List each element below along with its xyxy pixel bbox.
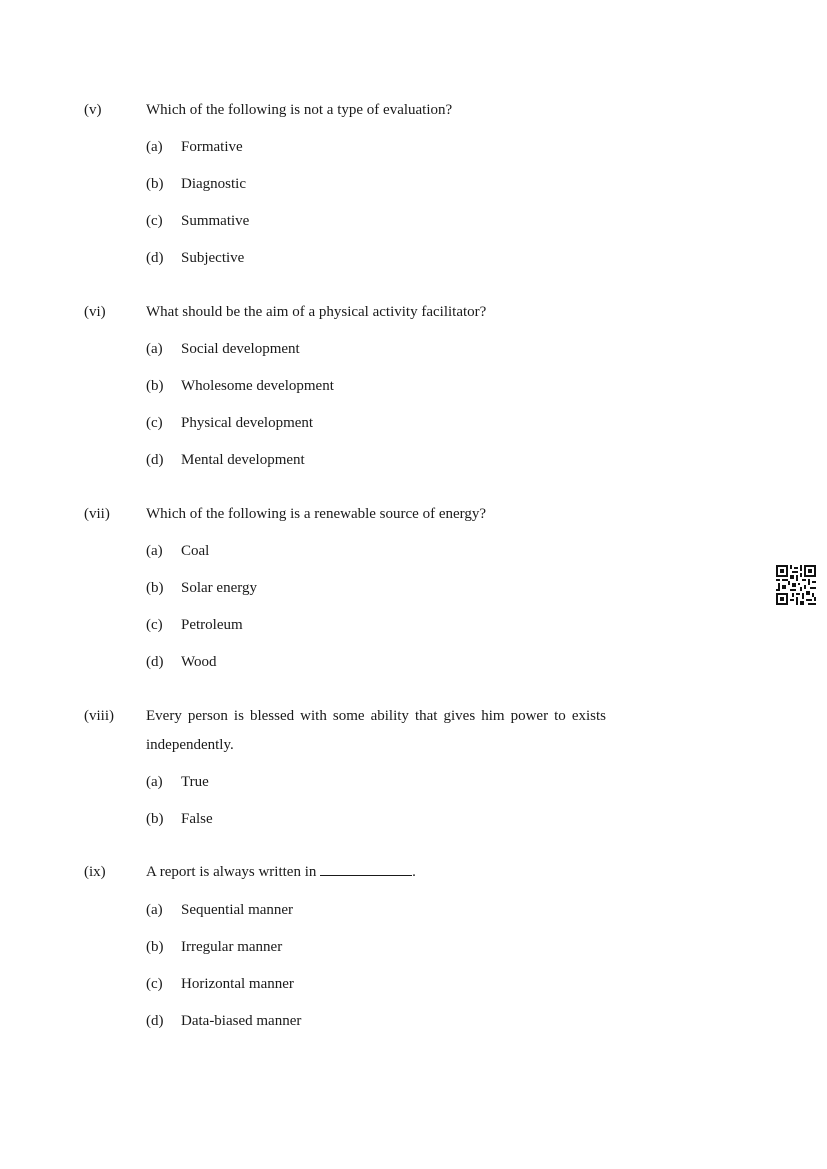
question-text: What should be the aim of a physical activity facilitator? [146,304,487,320]
option-text: Wood [181,654,217,670]
option-text: Data-biased manner [181,1013,302,1029]
option-a [146,543,209,560]
question-number: (vii) [84,506,110,522]
option-text: Wholesome development [181,378,334,394]
option-b [146,811,213,828]
option-d [146,452,305,469]
option-text: Sequential manner [181,902,294,918]
question-text-start: A report is always written in [146,864,317,880]
option-text: Irregular manner [181,939,283,955]
question-number: (ix) [84,864,106,880]
option-text: Subjective [181,250,245,266]
option-letter: (a) [146,341,163,357]
option-letter: (d) [146,654,164,670]
option-b [146,176,246,193]
option-letter: (b) [146,176,164,192]
option-text: Physical development [181,415,314,431]
question-number: (vi) [84,304,106,320]
option-letter: (a) [146,139,163,155]
option-text: Mental development [181,452,305,468]
option-letter: (b) [146,939,164,955]
option-text: False [181,811,213,827]
option-c [146,617,243,634]
option-text: Coal [181,543,210,559]
option-letter: (c) [146,617,163,633]
answer-blank [320,863,412,876]
option-letter: (d) [146,452,164,468]
question-number: (viii) [84,708,114,724]
option-d [146,250,244,267]
option-a [146,774,209,791]
question-text: Every person is blessed with some ability that gives him power to exists independently. [146,708,606,753]
option-c [146,415,313,432]
option-b [146,939,282,956]
option-text: Diagnostic [181,176,246,192]
option-a [146,139,243,156]
option-text: Petroleum [181,617,243,633]
option-b [146,580,257,597]
option-c [146,976,294,993]
question-text: Which of the following is not a type of evaluation? [146,102,453,118]
option-d [146,1013,301,1030]
option-b [146,378,334,395]
option-letter: (d) [146,1013,164,1029]
option-a [146,341,300,358]
option-text: Horizontal manner [181,976,294,992]
option-letter: (b) [146,580,164,596]
question-text: Which of the following is a renewable source of energy? [146,506,487,522]
option-letter: (a) [146,543,163,559]
option-letter: (c) [146,976,163,992]
option-text: Solar energy [181,580,257,596]
option-letter: (c) [146,415,163,431]
option-letter: (c) [146,213,163,229]
option-text: True [181,774,209,790]
option-d [146,654,216,671]
option-text: Formative [181,139,243,155]
question-text [146,858,606,887]
option-c [146,213,249,230]
question-text-end: . [412,864,416,880]
option-text: Summative [181,213,250,229]
option-letter: (a) [146,774,163,790]
option-letter: (b) [146,811,164,827]
qr-code-icon [776,565,816,605]
question-number: (v) [84,102,102,118]
option-letter: (d) [146,250,164,266]
option-a [146,902,293,919]
option-letter: (a) [146,902,163,918]
option-text: Social development [181,341,300,357]
option-letter: (b) [146,378,164,394]
